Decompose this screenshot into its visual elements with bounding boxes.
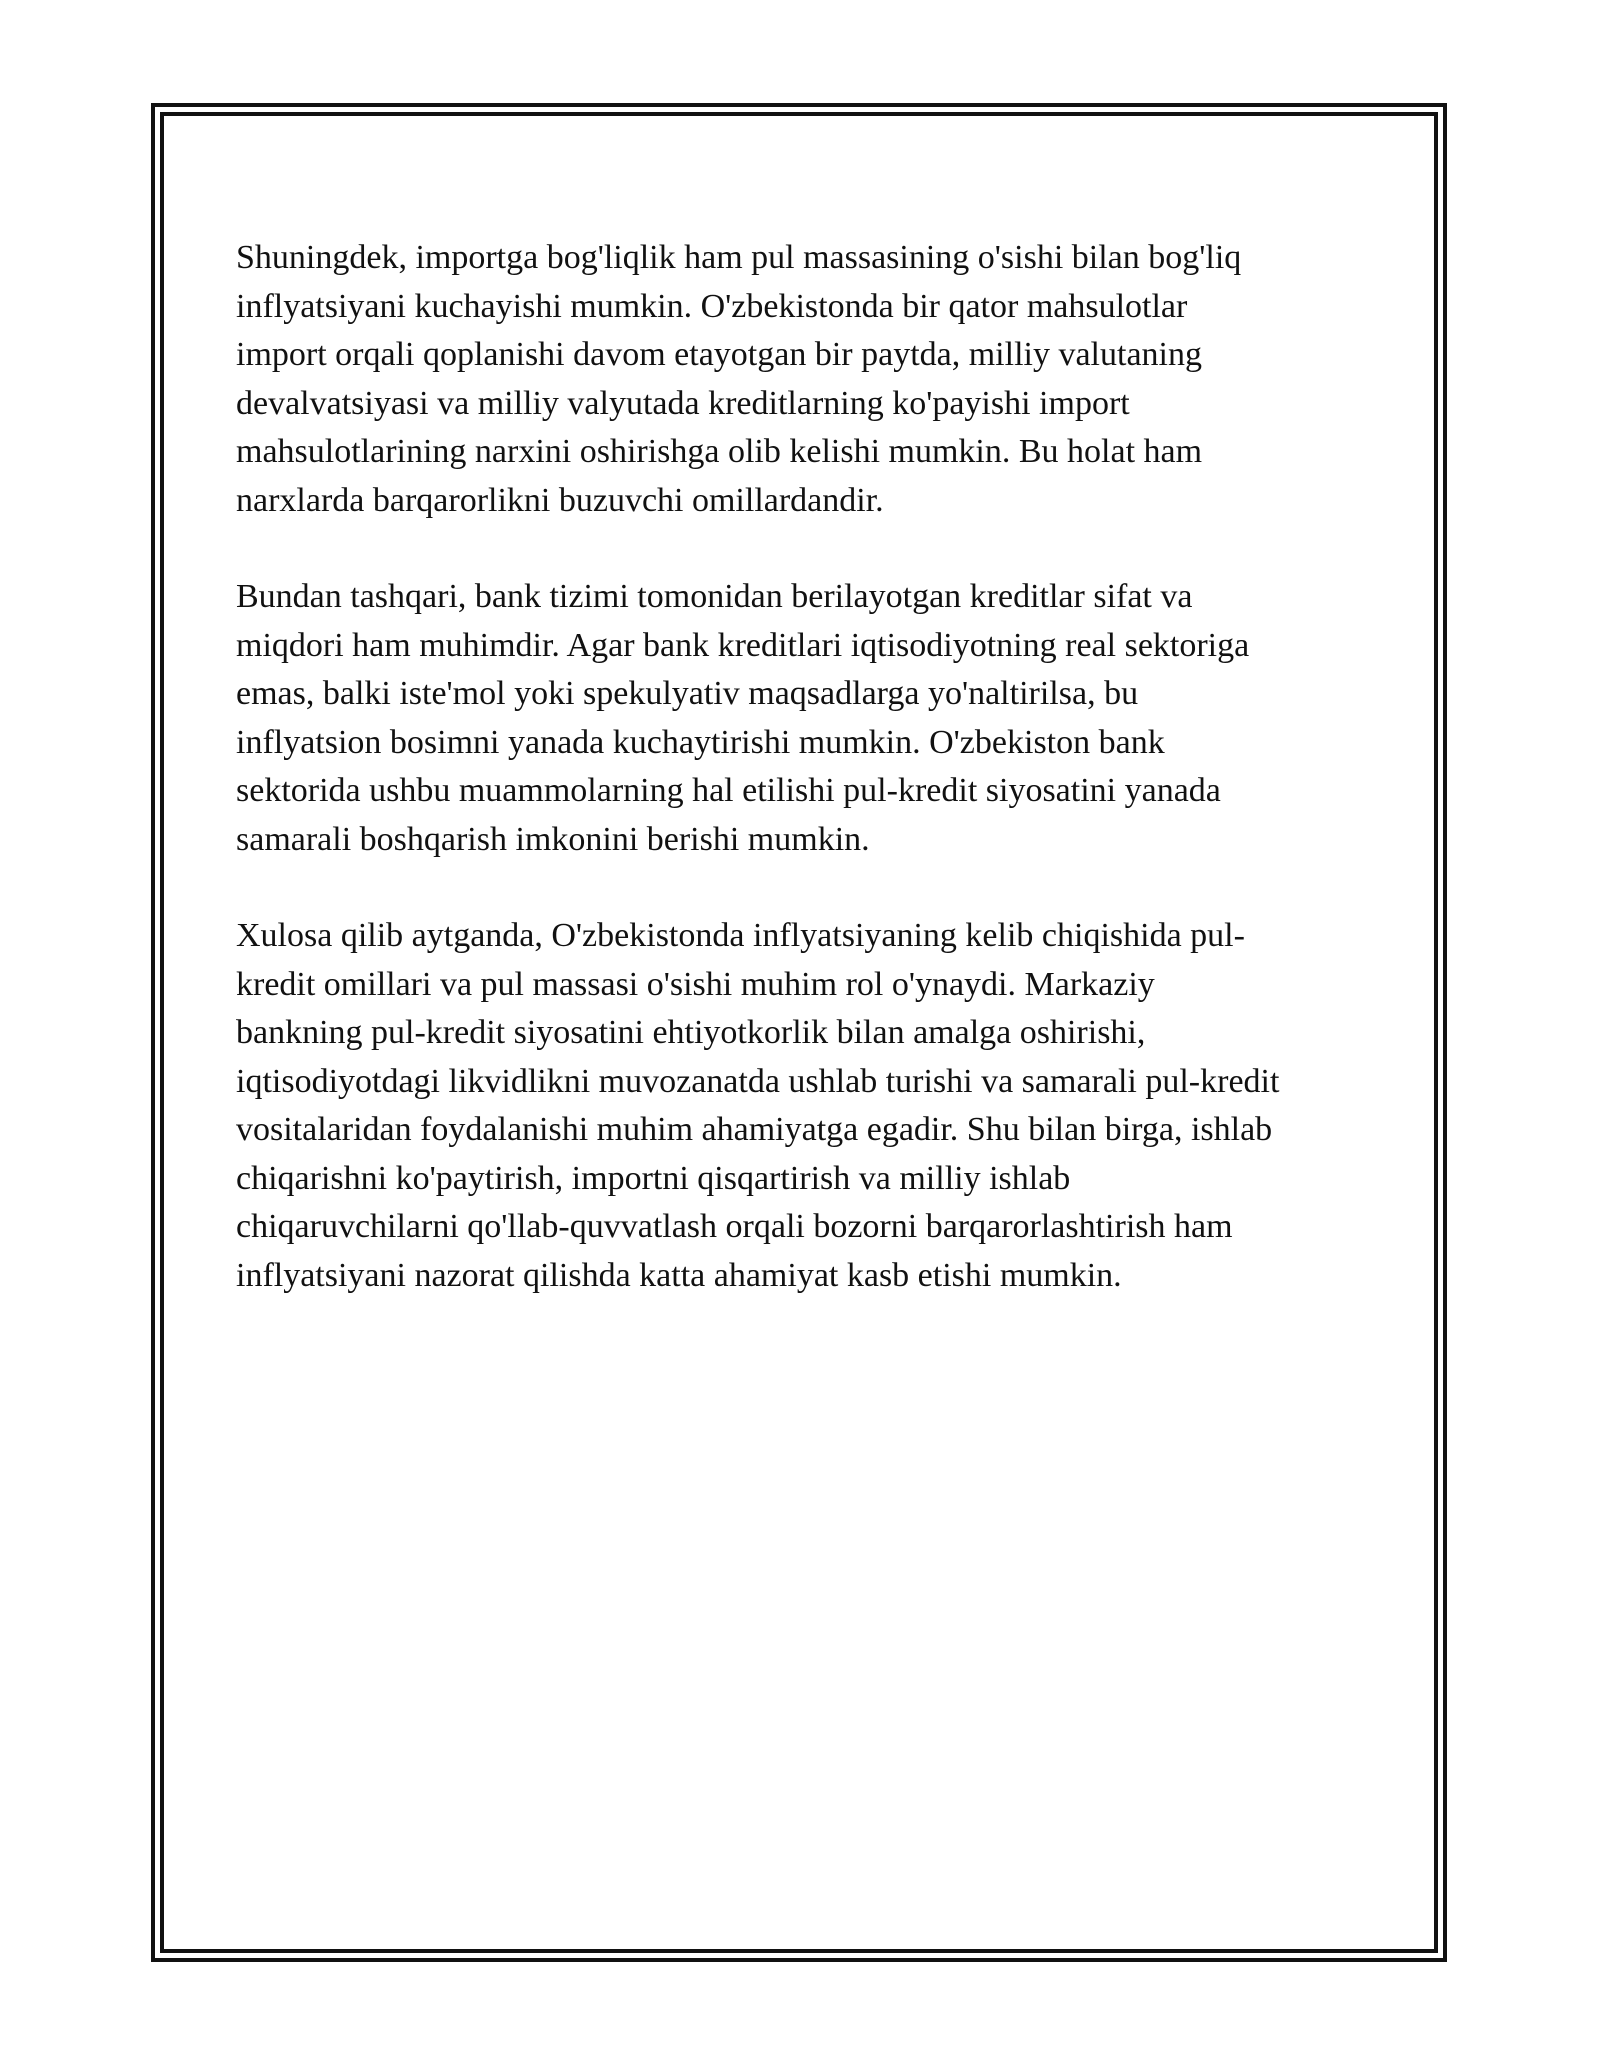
text-line: narxlarda barqarorlikni buzuvchi omillardandir.: [236, 481, 884, 519]
paragraph-import-dependence: [236, 234, 1386, 525]
text-line: vositalaridan foydalanishi muhim ahamiyatga egadir. Shu bilan birga, ishlab: [236, 1111, 1273, 1148]
text-line: Xulosa qilib aytganda, O'zbekistonda inflyatsiyaning kelib chiqishida pul-: [236, 917, 1245, 954]
text-line: sektorida ushbu muammolarning hal etilishi pul-kredit siyosatini yanada: [236, 772, 1221, 809]
document-body: [236, 234, 1386, 1348]
text-line: inflyatsion bosimni yanada kuchaytirishi mumkin. O'zbekiston bank: [236, 723, 1165, 761]
text-line: mahsulotlarining narxini oshirishga olib kelishi mumkin. Bu holat ham: [236, 433, 1203, 470]
text-line: bankning pul-kredit siyosatini ehtiyotkorlik bilan amalga oshirishi,: [236, 1014, 1146, 1051]
text-line: samarali boshqarish imkonini berishi mumkin.: [236, 820, 870, 858]
text-line: import orqali qoplanishi davom etayotgan bir paytda, milliy valutaning: [236, 336, 1202, 373]
text-line: iqtisodiyotdagi likvidlikni muvozanatda ushlab turishi va samarali pul-kredit: [236, 1062, 1280, 1100]
paragraph-conclusion: [236, 912, 1386, 1300]
text-line: emas, balki iste'mol yoki spekulyativ maqsadlarga yo'naltirilsa, bu: [236, 675, 1139, 712]
text-line: devalvatsiyasi va milliy valyutada kreditlarning ko'payishi import: [236, 384, 1130, 422]
text-line: Bundan tashqari, bank tizimi tomonidan berilayotgan kreditlar sifat va: [236, 578, 1193, 615]
text-line: inflyatsiyani kuchayishi mumkin. O'zbekistonda bir qator mahsulotlar: [236, 287, 1188, 325]
text-line: Shuningdek, importga bog'liqlik ham pul massasining o'sishi bilan bog'liq: [236, 239, 1242, 276]
text-line: inflyatsiyani nazorat qilishda katta ahamiyat kasb etishi mumkin.: [236, 1256, 1122, 1294]
text-line: miqdori ham muhimdir. Agar bank kreditlari iqtisodiyotning real sektoriga: [236, 626, 1250, 664]
text-line: chiqaruvchilarni qo'llab-quvvatlash orqali bozorni barqarorlashtirish ham: [236, 1208, 1233, 1245]
text-line: kredit omillari va pul massasi o'sishi muhim rol o'ynaydi. Markaziy: [236, 965, 1155, 1003]
paragraph-bank-credits: [236, 573, 1386, 864]
text-line: chiqarishni ko'paytirish, importni qisqartirish va milliy ishlab: [236, 1159, 1071, 1197]
